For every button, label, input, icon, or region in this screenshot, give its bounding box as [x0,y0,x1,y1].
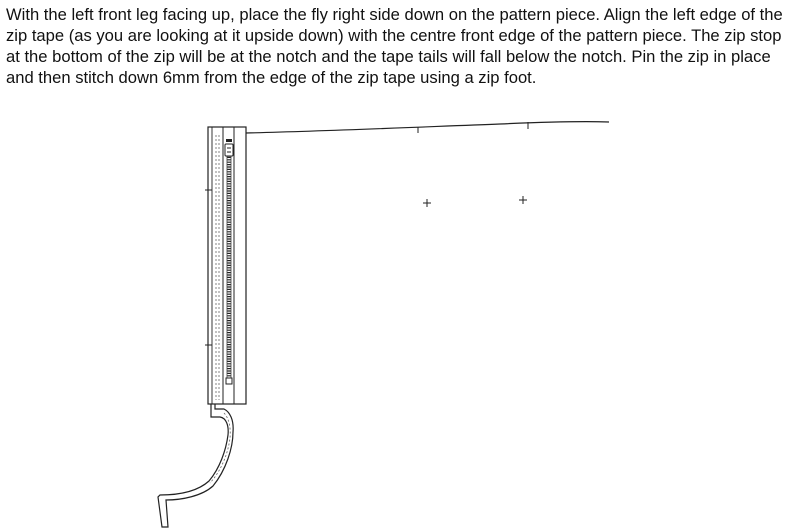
zip-bottom-stop [226,378,232,384]
zip-top-stop [226,139,232,142]
placement-marker [423,199,431,207]
zip-slider [225,144,233,156]
instruction-text: With the left front leg facing up, place the fly right side down on the pattern piece. Align the left edge of the zip tape (as you are looking at it upside down) with the centre front edge of the pattern piece. The zip stop at the bottom of the zip will be at the notch and the tape tails will fall below the notch. Pin the zip in place and then stitch down 6mm from the edge of the zip tape using a zip foot. [6,5,783,87]
placement-marker [519,196,527,204]
waistline-edge [246,122,609,133]
centre-front-seam [158,404,233,527]
